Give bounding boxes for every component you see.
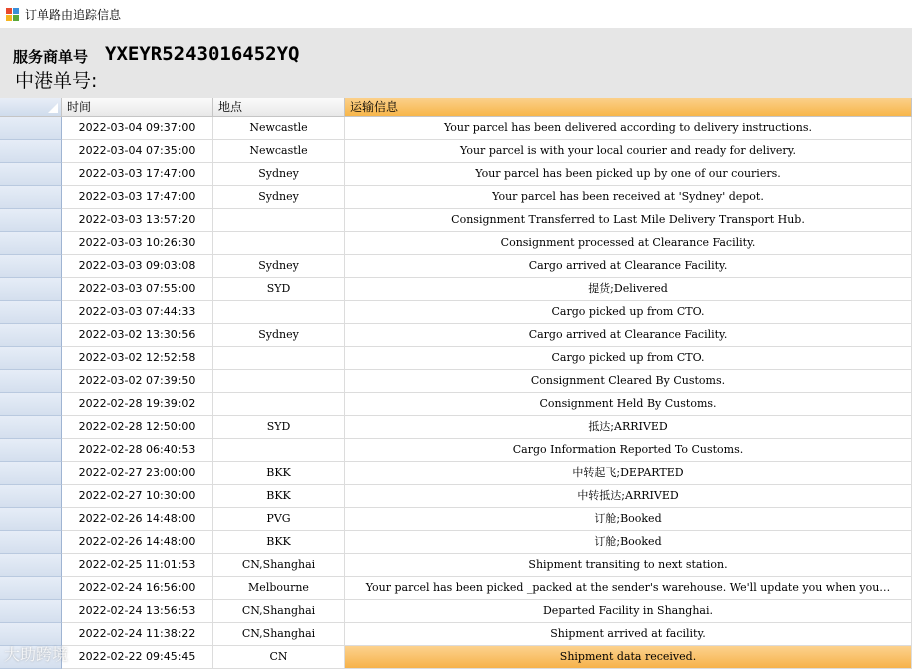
table-row[interactable] xyxy=(0,301,912,324)
column-header-place[interactable]: 地点 xyxy=(213,98,345,117)
time-cell[interactable]: 2022-03-04 09:37:00 xyxy=(62,117,213,140)
table-row[interactable] xyxy=(0,416,912,439)
info-cell[interactable]: Cargo picked up from CTO. xyxy=(345,301,912,324)
table-row[interactable] xyxy=(0,531,912,554)
service-number-value: YXEYR5243016452YQ xyxy=(105,43,300,65)
row-header[interactable] xyxy=(0,370,62,393)
table-row[interactable] xyxy=(0,370,912,393)
place-cell[interactable]: Newcastle xyxy=(213,140,345,163)
info-cell[interactable]: Consignment Held By Customs. xyxy=(345,393,912,416)
place-cell[interactable]: PVG xyxy=(213,508,345,531)
place-cell[interactable]: CN,Shanghai xyxy=(213,623,345,646)
row-header[interactable] xyxy=(0,232,62,255)
service-number-label: 服务商单号 xyxy=(13,48,89,66)
row-header[interactable] xyxy=(0,347,62,370)
row-header[interactable] xyxy=(0,117,62,140)
info-cell[interactable]: Your parcel has been delivered according to delivery instructions. xyxy=(345,117,912,140)
row-header[interactable] xyxy=(0,554,62,577)
info-cell[interactable]: Cargo Information Reported To Customs. xyxy=(345,439,912,462)
info-cell[interactable]: Cargo arrived at Clearance Facility. xyxy=(345,255,912,278)
table-row[interactable] xyxy=(0,117,912,140)
row-header[interactable] xyxy=(0,393,62,416)
info-cell[interactable]: Your parcel has been received at 'Sydney' depot. xyxy=(345,186,912,209)
table-row[interactable] xyxy=(0,140,912,163)
table-row[interactable] xyxy=(0,623,912,646)
time-cell[interactable]: 2022-03-03 07:44:33 xyxy=(62,301,213,324)
time-cell[interactable]: 2022-02-24 13:56:53 xyxy=(62,600,213,623)
place-cell[interactable]: BKK xyxy=(213,531,345,554)
table-row[interactable] xyxy=(0,163,912,186)
row-header[interactable] xyxy=(0,301,62,324)
info-cell[interactable]: 中转起飞;DEPARTED xyxy=(345,462,912,485)
time-cell[interactable]: 2022-03-03 07:55:00 xyxy=(62,278,213,301)
table-row[interactable] xyxy=(0,485,912,508)
time-cell[interactable]: 2022-03-04 07:35:00 xyxy=(62,140,213,163)
info-cell[interactable]: Shipment arrived at facility. xyxy=(345,623,912,646)
table-row[interactable] xyxy=(0,255,912,278)
app-window-icon xyxy=(6,8,19,21)
place-cell[interactable]: BKK xyxy=(213,462,345,485)
place-cell[interactable]: SYD xyxy=(213,416,345,439)
table-row[interactable] xyxy=(0,508,912,531)
row-header[interactable] xyxy=(0,140,62,163)
time-cell[interactable]: 2022-02-28 19:39:02 xyxy=(62,393,213,416)
time-cell[interactable]: 2022-02-28 12:50:00 xyxy=(62,416,213,439)
info-cell[interactable]: Your parcel is with your local courier and ready for delivery. xyxy=(345,140,912,163)
time-cell[interactable]: 2022-03-03 13:57:20 xyxy=(62,209,213,232)
time-cell[interactable]: 2022-02-26 14:48:00 xyxy=(62,531,213,554)
table-row[interactable] xyxy=(0,646,912,669)
time-cell[interactable]: 2022-02-26 14:48:00 xyxy=(62,508,213,531)
place-cell[interactable] xyxy=(213,209,345,232)
row-header[interactable] xyxy=(0,416,62,439)
title-bar xyxy=(0,0,912,28)
time-cell[interactable]: 2022-03-03 09:03:08 xyxy=(62,255,213,278)
time-cell[interactable]: 2022-02-27 23:00:00 xyxy=(62,462,213,485)
table-row[interactable] xyxy=(0,393,912,416)
place-cell[interactable] xyxy=(213,439,345,462)
zg-number-label: 中港单号: xyxy=(15,70,98,92)
time-cell[interactable]: 2022-03-02 07:39:50 xyxy=(62,370,213,393)
place-cell[interactable]: Sydney xyxy=(213,186,345,209)
info-cell[interactable]: Consignment processed at Clearance Facility. xyxy=(345,232,912,255)
time-cell[interactable]: 2022-02-22 09:45:45 xyxy=(62,646,213,669)
time-cell[interactable]: 2022-03-03 17:47:00 xyxy=(62,186,213,209)
row-header[interactable] xyxy=(0,324,62,347)
info-cell[interactable]: Consignment Transferred to Last Mile Delivery Transport Hub. xyxy=(345,209,912,232)
tracking-grid[interactable] xyxy=(0,98,912,671)
table-row[interactable] xyxy=(0,324,912,347)
time-cell[interactable]: 2022-03-03 17:47:00 xyxy=(62,163,213,186)
info-cell[interactable]: 订舱;Booked xyxy=(345,508,912,531)
grid-header xyxy=(0,98,912,117)
corner-triangle-icon xyxy=(48,103,58,113)
place-cell[interactable]: CN,Shanghai xyxy=(213,600,345,623)
row-header[interactable] xyxy=(0,600,62,623)
table-row[interactable] xyxy=(0,554,912,577)
place-cell[interactable]: Sydney xyxy=(213,255,345,278)
time-cell[interactable]: 2022-02-27 10:30:00 xyxy=(62,485,213,508)
place-cell[interactable]: Newcastle xyxy=(213,117,345,140)
time-cell[interactable]: 2022-02-24 16:56:00 xyxy=(62,577,213,600)
place-cell[interactable]: BKK xyxy=(213,485,345,508)
row-header[interactable] xyxy=(0,531,62,554)
header-panel xyxy=(0,28,912,98)
column-header-time[interactable]: 时间 xyxy=(62,98,213,117)
place-cell[interactable] xyxy=(213,232,345,255)
time-cell[interactable]: 2022-03-03 10:26:30 xyxy=(62,232,213,255)
place-cell[interactable]: SYD xyxy=(213,278,345,301)
info-cell[interactable]: Departed Facility in Shanghai. xyxy=(345,600,912,623)
watermark-text: 大助跨境 xyxy=(4,645,69,664)
info-cell[interactable]: 订舱;Booked xyxy=(345,531,912,554)
info-cell[interactable]: Your parcel has been picked up by one of our couriers. xyxy=(345,163,912,186)
place-cell[interactable] xyxy=(213,393,345,416)
place-cell[interactable]: Melbourne xyxy=(213,577,345,600)
info-cell[interactable]: Cargo arrived at Clearance Facility. xyxy=(345,324,912,347)
info-cell[interactable]: Your parcel has been picked _packed at the sender's warehouse. We'll update you when you… xyxy=(345,577,912,600)
place-cell[interactable]: Sydney xyxy=(213,324,345,347)
place-cell[interactable] xyxy=(213,370,345,393)
time-cell[interactable]: 2022-03-02 13:30:56 xyxy=(62,324,213,347)
time-cell[interactable]: 2022-02-28 06:40:53 xyxy=(62,439,213,462)
time-cell[interactable]: 2022-02-25 11:01:53 xyxy=(62,554,213,577)
table-row[interactable] xyxy=(0,278,912,301)
row-header[interactable] xyxy=(0,255,62,278)
table-row[interactable] xyxy=(0,439,912,462)
place-cell[interactable] xyxy=(213,347,345,370)
table-row[interactable] xyxy=(0,347,912,370)
watermark-logo xyxy=(4,642,68,665)
row-header[interactable] xyxy=(0,508,62,531)
row-header[interactable] xyxy=(0,163,62,186)
column-header-info[interactable]: 运输信息 xyxy=(345,98,912,117)
window-title: 订单路由追踪信息 xyxy=(25,7,122,22)
place-cell[interactable] xyxy=(213,301,345,324)
info-cell[interactable]: 提货;Delivered xyxy=(345,278,912,301)
info-cell[interactable]: Consignment Cleared By Customs. xyxy=(345,370,912,393)
info-cell[interactable]: Shipment transiting to next station. xyxy=(345,554,912,577)
row-header[interactable] xyxy=(0,278,62,301)
place-cell[interactable]: CN,Shanghai xyxy=(213,554,345,577)
row-header[interactable] xyxy=(0,485,62,508)
row-header[interactable] xyxy=(0,577,62,600)
table-row[interactable] xyxy=(0,577,912,600)
table-row[interactable] xyxy=(0,600,912,623)
time-cell[interactable]: 2022-03-02 12:52:58 xyxy=(62,347,213,370)
table-row[interactable] xyxy=(0,462,912,485)
table-row[interactable] xyxy=(0,232,912,255)
place-cell[interactable]: CN xyxy=(213,646,345,669)
info-cell[interactable]: Shipment data received. xyxy=(345,646,912,669)
place-cell[interactable]: Sydney xyxy=(213,163,345,186)
row-header[interactable] xyxy=(0,209,62,232)
table-row[interactable] xyxy=(0,186,912,209)
table-row[interactable] xyxy=(0,209,912,232)
row-header[interactable] xyxy=(0,462,62,485)
select-all-corner[interactable] xyxy=(0,98,62,117)
row-header[interactable] xyxy=(0,439,62,462)
info-cell[interactable]: 中转抵达;ARRIVED xyxy=(345,485,912,508)
info-cell[interactable]: Cargo picked up from CTO. xyxy=(345,347,912,370)
info-cell[interactable]: 抵达;ARRIVED xyxy=(345,416,912,439)
time-cell[interactable]: 2022-02-24 11:38:22 xyxy=(62,623,213,646)
row-header[interactable] xyxy=(0,186,62,209)
